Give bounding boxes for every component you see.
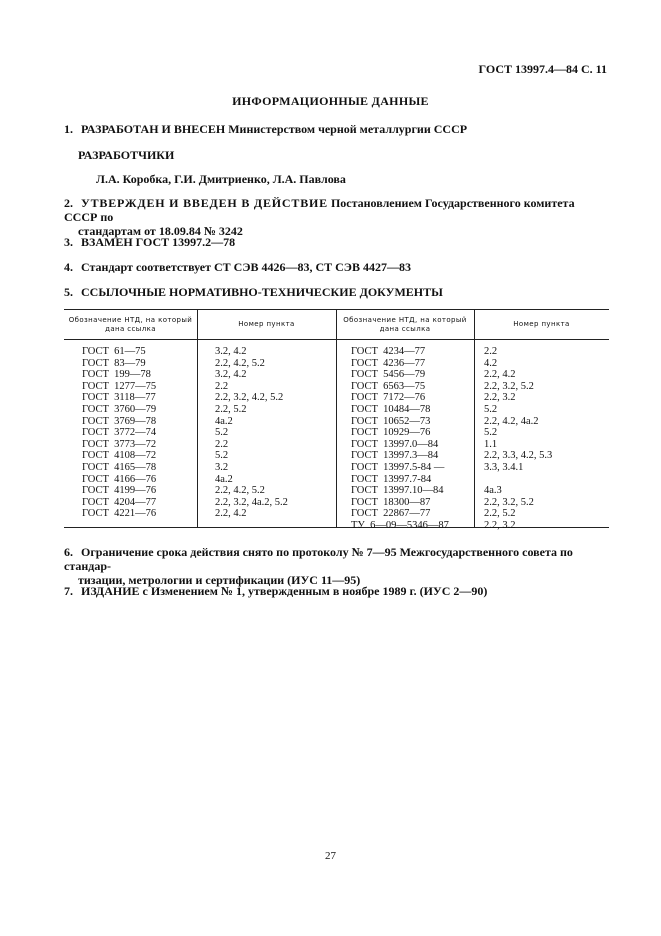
table-cell: ГОСТ 4165—78 — [82, 461, 157, 473]
table-divider — [336, 310, 337, 527]
table-cell: 3.3, 3.4.1 — [484, 461, 524, 473]
item-2 — [64, 196, 609, 238]
page-header: ГОСТ 13997.4—84 С. 11 — [478, 62, 607, 76]
table-cell: 5.2 — [484, 403, 498, 415]
table-cell: 2.2, 4.2, 5.2 — [215, 357, 265, 369]
table-cell: ГОСТ 4236—77 — [351, 357, 426, 369]
item-1-text: Министерством черной металлургии СССР — [228, 122, 468, 136]
item-2-label: УТВЕРЖДЕН И ВВЕДЕН В ДЕЙСТВИЕ — [81, 196, 328, 210]
item-5-text: ССЫЛОЧНЫЕ НОРМАТИВНО-ТЕХНИЧЕСКИЕ ДОКУМЕНТЫ — [81, 285, 443, 299]
table-cell: 2.2 — [484, 346, 498, 357]
item-6 — [64, 545, 609, 587]
item-2-line1: Постановлением Государственного комитета СССР по — [64, 196, 575, 224]
table-cell: 2.2, 3.2, 4.2, 5.2 — [215, 392, 284, 404]
table-cell: ГОСТ 3772—74 — [82, 427, 157, 439]
table-cell: ГОСТ 10929—76 — [351, 427, 431, 439]
table-cell: ГОСТ 7172—76 — [351, 392, 426, 404]
right-item-column — [484, 346, 552, 532]
table-cell: ГОСТ 13997.3—84 — [351, 450, 439, 462]
table-header-item-right: Номер пункта — [513, 320, 570, 328]
table-cell: 5.2 — [484, 427, 498, 439]
table-cell: ГОСТ 13997.7-84 — [351, 473, 432, 485]
table-cell: ГОСТ 5456—79 — [351, 369, 426, 381]
table-cell: 3.2, 4.2 — [215, 369, 247, 381]
table-cell: ГОСТ 6563—75 — [351, 380, 426, 392]
item-7-label: ИЗДАНИЕ — [81, 584, 140, 598]
right-doc-column — [351, 346, 449, 532]
item-7-text: с Изменением № 1, утвержденным в ноябре 1989 г. (ИУС 2—90) — [142, 584, 488, 598]
table-cell: ГОСТ 3118—77 — [82, 392, 156, 404]
table-cell: ГОСТ 13997.5-84 — — [351, 461, 445, 473]
table-cell: ГОСТ 3773—72 — [82, 438, 157, 450]
table-cell: ГОСТ 4221—76 — [82, 508, 157, 520]
table-cell: 2.2, 5.2 — [215, 403, 247, 415]
table-cell: 2.2, 3.2 — [484, 519, 516, 531]
table-cell: ГОСТ 13997.10—84 — [351, 485, 444, 497]
item-4-text: Стандарт соответствует СТ СЭВ 4426—83, СТ СЭВ 4427—83 — [81, 260, 411, 274]
developers-heading-block — [64, 148, 609, 162]
table-cell: 2.2 — [215, 438, 229, 450]
table-cell: ГОСТ 3769—78 — [82, 415, 157, 427]
table-cell: 2.2, 3.2, 5.2 — [484, 496, 534, 508]
table-cell: 1.1 — [484, 438, 498, 450]
item-7 — [64, 584, 609, 598]
table-cell: ГОСТ 4204—77 — [82, 496, 157, 508]
table-header-rule — [64, 339, 609, 340]
table-cell: 2.2, 4.2 — [484, 369, 516, 381]
table-cell: ГОСТ 61—75 — [82, 346, 146, 357]
table-cell: 2.2, 4.2, 4а.2 — [484, 415, 539, 427]
table-cell: ГОСТ 10484—78 — [351, 403, 431, 415]
item-5 — [64, 285, 609, 299]
table-cell: 3.2 — [215, 461, 229, 473]
table-divider — [197, 310, 198, 527]
item-2-number: 2. — [64, 196, 73, 210]
table-cell: 4.2 — [484, 357, 498, 369]
table-cell: 4а.2 — [215, 473, 233, 485]
table-cell: 2.2 — [215, 380, 229, 392]
item-7-number: 7. — [64, 584, 73, 598]
table-cell: 5.2 — [215, 450, 229, 462]
left-doc-column — [82, 346, 156, 520]
item-6-line1: Ограничение срока действия снято по протоколу № 7—95 Межгосударственного совета по стандар- — [64, 545, 573, 573]
table-cell: 2.2, 3.2 — [484, 392, 516, 404]
table-cell: 2.2, 5.2 — [484, 508, 516, 520]
table-cell: 2.2, 4.2, 5.2 — [215, 485, 265, 497]
table-cell: 3.2, 4.2 — [215, 346, 247, 357]
developers-heading: РАЗРАБОТЧИКИ — [78, 148, 175, 162]
item-6-line2: тизации, метрологии и сертификации (ИУС 11—95) — [78, 573, 361, 587]
page-number: 27 — [325, 850, 336, 862]
table-cell: ГОСТ 10652—73 — [351, 415, 431, 427]
table-cell — [484, 474, 552, 486]
table-header-doc-left: Обозначение НТД, на который дана ссылка — [68, 315, 193, 333]
item-4 — [64, 260, 609, 274]
item-3-text: ВЗАМЕН ГОСТ 13997.2—78 — [81, 235, 236, 249]
table-cell: ГОСТ 4166—76 — [82, 473, 157, 485]
table-cell: 2.2, 3.2, 4а.2, 5.2 — [215, 496, 288, 508]
table-cell: ГОСТ 4108—72 — [82, 450, 157, 462]
table-divider — [474, 310, 475, 527]
table-cell: ГОСТ 18300—87 — [351, 496, 431, 508]
page-title: ИНФОРМАЦИОННЫЕ ДАННЫЕ — [232, 94, 429, 108]
table-cell: 4а.2 — [215, 415, 233, 427]
table-cell: 2.2, 3.3, 4.2, 5.3 — [484, 450, 553, 462]
item-3 — [64, 235, 609, 249]
developers-names: Л.А. Коробка, Г.И. Дмитриенко, Л.А. Павлова — [96, 172, 346, 186]
table-cell: ГОСТ 199—78 — [82, 369, 151, 381]
table-cell: 2.2, 3.2, 5.2 — [484, 380, 534, 392]
reference-documents-table — [64, 309, 609, 531]
item-2-line2: стандартам от 18.09.84 № 3242 — [78, 224, 243, 238]
table-cell: 5.2 — [215, 427, 229, 439]
item-1 — [64, 122, 609, 136]
table-cell: 2.2, 4.2 — [215, 508, 247, 520]
table-cell: ГОСТ 3760—79 — [82, 403, 157, 415]
table-cell: 4а.3 — [484, 485, 502, 497]
item-4-number: 4. — [64, 260, 73, 274]
item-1-number: 1. — [64, 122, 73, 136]
item-5-number: 5. — [64, 285, 73, 299]
table-cell: ГОСТ 4199—76 — [82, 485, 157, 497]
table-cell: ГОСТ 13997.0—84 — [351, 438, 439, 450]
table-cell: ТУ 6—09—5346—87 — [351, 519, 449, 531]
item-3-number: 3. — [64, 235, 73, 249]
item-1-label: РАЗРАБОТАН И ВНЕСЕН — [81, 122, 226, 136]
table-header-item-left: Номер пункта — [238, 320, 295, 328]
item-6-number: 6. — [64, 545, 73, 559]
table-cell: ГОСТ 83—79 — [82, 357, 146, 369]
table-header-doc-right: Обозначение НТД, на который дана ссылка — [343, 315, 467, 333]
table-cell: ГОСТ 1277—75 — [82, 380, 157, 392]
table-cell: ГОСТ 4234—77 — [351, 346, 426, 357]
left-item-column — [215, 346, 288, 520]
table-cell: ГОСТ 22867—77 — [351, 508, 431, 520]
